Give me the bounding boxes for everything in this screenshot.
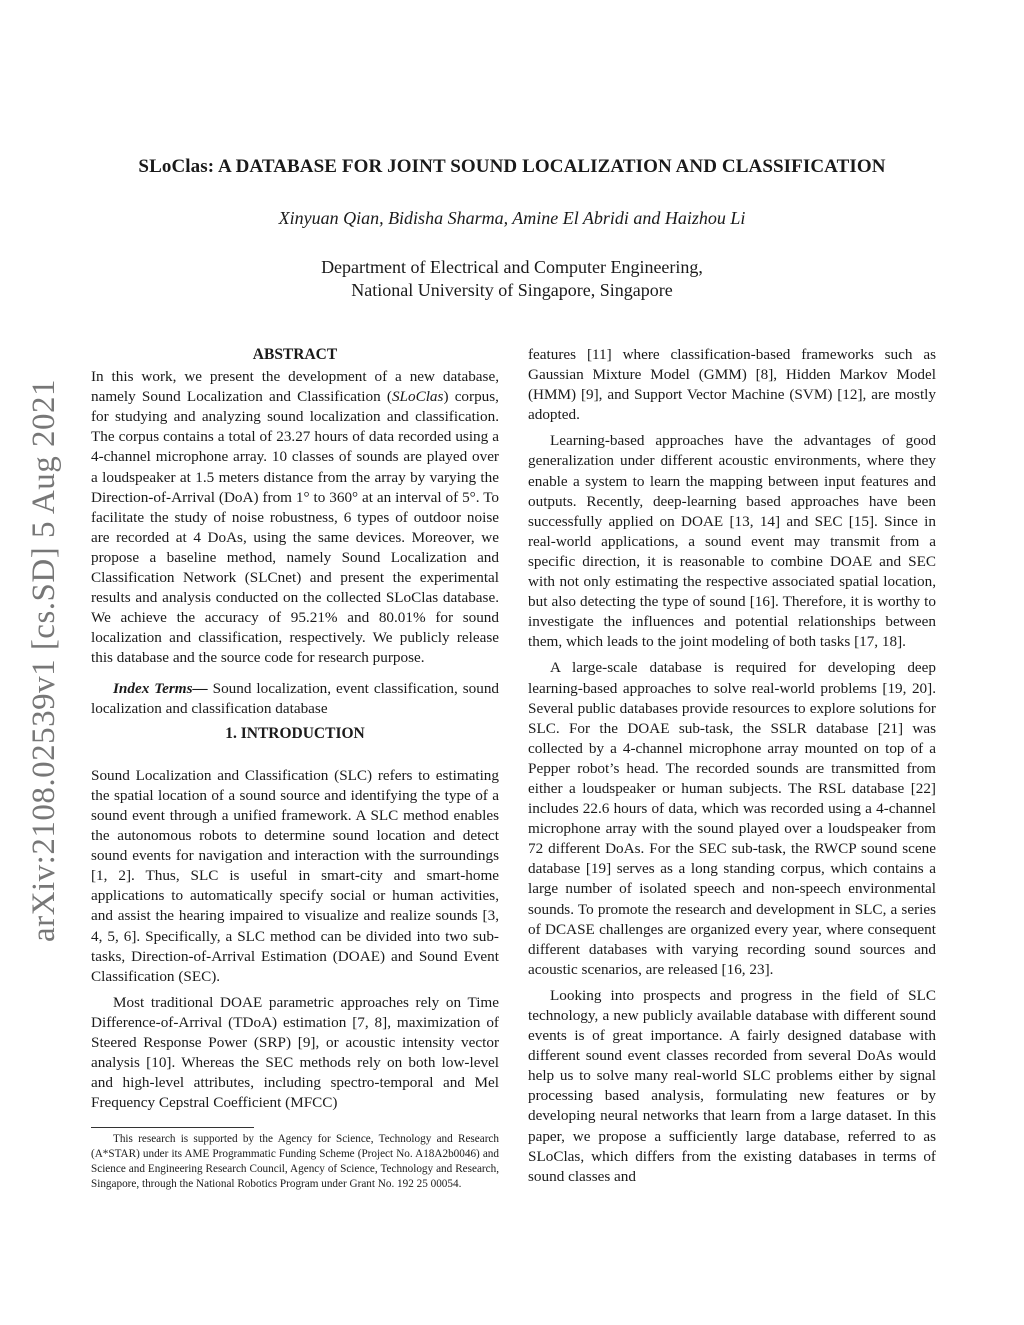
index-terms-label: Index Terms— [113, 679, 208, 697]
arxiv-stamp-text: arXiv:2108.02539v1 [cs.SD] 5 Aug 2021 [25, 378, 62, 942]
intro-paragraph-1: Sound Localization and Classification (SLC) refers to estimating the spatial location of a sound source and identifying the type of a sound event through a unified framework. A SLC method enables the autonomous robots to determine sound location and detect sound events for navigation and interaction with the surroundings [1, 2]. Thus, SLC is useful in smart-city and smart-home applications to automatically specify social or human activities, and assist the hearing impaired to visualize and realize sounds [3, 4, 5, 6]. Specifically, a SLC method can be divided into two sub-tasks, Direction-of-Arrival Estimation (DOAE) and Sound Event Classification (SEC). [91, 766, 499, 985]
right-paragraph-1: features [11] where classification-based frameworks such as Gaussian Mixture Model (GMM) [8], Hidden Markov Model (HMM) [9], and Support Vector Machine (SVM) [12], are mostly adopted. [528, 346, 936, 424]
abstract-paragraph [91, 367, 499, 668]
right-paragraph-4: Looking into prospects and progress in the field of SLC technology, a new publicly available database with different sound events is of great importance. A fairly designed database with different sound event classes recorded from several DoAs would help us to solve many real-world SLC problems either by signal processing based analysis, formulating new features or by developing neural networks that learn from a large dataset. In this paper, we propose a sufficiently large database, referred to as SLoClas, which differs from the existing databases in terms of sound classes and [528, 986, 936, 1185]
funding-footnote: This research is supported by the Agency for Science, Technology and Research (A*STAR) under its AME Programmatic Funding Scheme (Project No. A18A2b0046) and Science and Engineering Research Council, Agency of Science, Technology and Research, Singapore, through the National Robotics Program under Grant No. 192 25 00054. [91, 1133, 499, 1190]
right-column [528, 345, 936, 1187]
intro-paragraph-2: Most traditional DOAE parametric approaches rely on Time Difference-of-Arrival (TDoA) estimation [7, 8], maximization of Steered Response Power (SRP) [9], or acoustic intensity vector analysis [10]. Whereas the SEC methods rely on both low-level and high-level attributes, including spectro-temporal and Mel Frequency Cepstral Coefficient (MFCC) [91, 993, 499, 1112]
affiliation-line-2: National University of Singapore, Singapore [351, 280, 673, 300]
abstract-corpus-name: SLoClas [391, 388, 444, 406]
abstract-heading: ABSTRACT [252, 346, 338, 363]
right-paragraph-3: A large-scale database is required for developing deep learning-based approaches to solve real-world problems [19, 20]. Several public databases provide resources to explore solutions for SLC. For the DOAE sub-task, the SSLR database [21] was collected by a 4-channel microphone array mounted on top of a Pepper robot’s head. The recorded sounds are transmitted from either a loudspeaker or human subjects. The RSL database [22] includes 22.6 hours of data, which was recorded using a 4-channel microphone array with the sound played over a loudspeaker from 72 different DoAs. For the SEC sub-task, the RWCP sound scene database [19] serves as a long standing corpus, which contains a large number of isolated speech and non-speech environmental sounds. To promote the research and development in SLC, a series of DCASE challenges are organized every year, where consequent different databases with varying recording sound sources and acoustic scenarios, are released [16, 23]. [528, 659, 936, 978]
affiliation [80, 256, 944, 302]
footnote-rule [91, 1127, 254, 1128]
paper-title: SLoClas: A DATABASE FOR JOINT SOUND LOCALIZATION AND CLASSIFICATION [138, 156, 886, 177]
index-terms [91, 679, 499, 719]
introduction-heading: 1. INTRODUCTION [225, 724, 365, 742]
abstract-text-part-2: ) corpus, for studying and analyzing sound localization and classification. The corpus contains a total of 23.27 hours of data recorded using a 4-channel microphone array. 10 classes of sounds are played over a loudspeaker at 1.5 meters distance from the array by varying the Direction-of-Arrival (DoA) from 1° to 360° at an interval of 5°. To facilitate the study of noise robustness, 6 types of outdoor noise are recorded at 4 DoAs, using the same devices. Moreover, we propose a baseline method, namely Sound Localization and Classification Network (SLCnet) and present the experimental results and analysis conducted on the collected SLoClas database. We achieve the accuracy of 95.21% and 80.01% for sound localization and classification, respectively. We publicly release this database and the source code for research purpose. [91, 388, 499, 667]
left-column [91, 345, 499, 1113]
arxiv-stamp [22, 355, 66, 965]
affiliation-line-1: Department of Electrical and Computer Engineering, [321, 257, 703, 277]
paper-authors: Xinyuan Qian, Bidisha Sharma, Amine El Abridi and Haizhou Li [278, 208, 746, 228]
abstract-text-part-1: In this work, we present the development of a new database, namely Sound Localization and Classification ( [91, 368, 499, 406]
right-paragraph-2: Learning-based approaches have the advantages of good generalization under different acoustic environments, where they enable a system to learn the mapping between input features and outputs. Recently, deep-learning based approaches have been successfully applied on DOAE [13, 14] and SEC [15]. Since in real-world applications, a sound event may transmit from a specific direction, it is reasonable to combine DOAE and SEC with not only estimating the respective associated spatial location, but also detecting the type of sound [16]. Therefore, it is worthy to investigate the influences and potential relationships between them, which leads to the joint modeling of both tasks [17, 18]. [528, 432, 936, 651]
index-terms-text: Sound localization, event classification, sound localization and classification database [91, 679, 499, 717]
